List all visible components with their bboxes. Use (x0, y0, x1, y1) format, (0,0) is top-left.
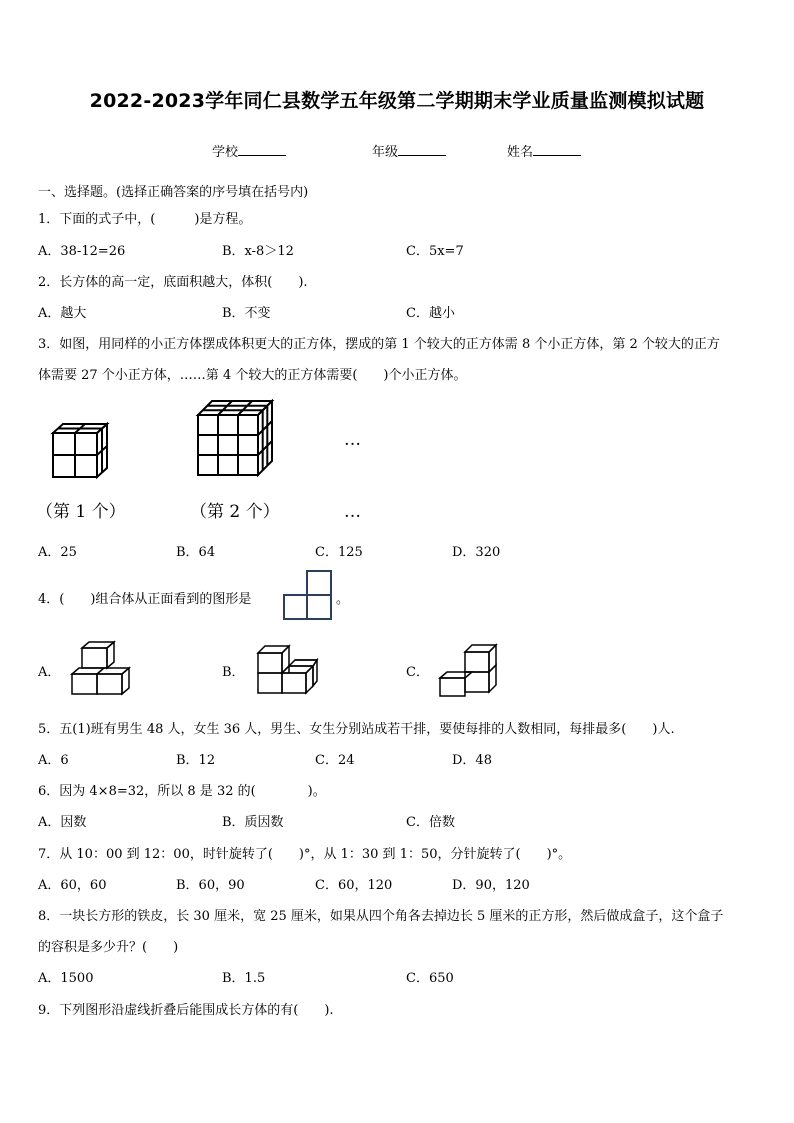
school-label: 学校 (212, 145, 239, 160)
q4-option-c-figure (437, 642, 499, 698)
q2-option-b: B．不变 (222, 306, 271, 321)
grade-blank (398, 143, 446, 156)
name-label: 姓名 (507, 145, 534, 160)
page-title: 2022-2023学年同仁县数学五年级第二学期期末学业质量监测模拟试题 (89, 90, 705, 112)
q3-option-d: D．320 (452, 545, 501, 560)
q1-option-a: A．38-12=26 (38, 244, 126, 259)
q8-option-a: A．1500 (38, 971, 94, 986)
figure-ellipsis-top: … (344, 430, 361, 450)
question-2: 2．长方体的高一定，底面积越大，体积( ). (38, 275, 308, 290)
q3-option-c: C．125 (315, 545, 363, 560)
question-8-line-1: 8．一块长方形的铁皮，长 30 厘米，宽 25 厘米，如果从四个角各去掉边长 5 厘米的正方形，然后做成盒子，这个盒子 (38, 909, 724, 924)
q5-option-d: D．48 (452, 753, 492, 768)
q7-option-a: A．60，60 (38, 878, 107, 893)
cube-3x3x3-figure (195, 398, 275, 478)
q5-option-b: B．12 (176, 753, 216, 768)
section-heading: 一、选择题。(选择正确答案的序号填在括号内) (38, 185, 309, 200)
q7-option-c: C．60，120 (315, 878, 393, 893)
figure-ellipsis-bottom: … (344, 502, 361, 522)
question-4: 4．( )组合体从正面看到的图形是 (38, 592, 252, 607)
grade-label: 年级 (372, 145, 399, 160)
q4-option-b-label: B． (222, 665, 245, 680)
question-3-line-2: 体需要 27 个小正方体，……第 4 个较大的正方体需要( )个小正方体。 (38, 368, 467, 383)
q6-option-a: A．因数 (38, 815, 87, 830)
q2-option-c: C．越小 (406, 306, 455, 321)
question-3-line-1: 3．如图，用同样的小正方体摆成体积更大的正方体，摆成的第 1 个较大的正方体需 8 个小正方体，第 2 个较大的正方 (38, 337, 720, 352)
q2-option-a: A．越大 (38, 306, 87, 321)
q3-option-b: B．64 (176, 545, 216, 560)
figure-caption-1: （第 1 个） (36, 502, 126, 522)
q8-option-c: C．650 (406, 971, 454, 986)
question-9: 9．下列图形沿虚线折叠后能围成长方体的有( ). (38, 1003, 334, 1018)
front-view-figure (283, 570, 333, 620)
question-4-period: 。 (336, 592, 350, 607)
q5-option-c: C．24 (315, 753, 355, 768)
name-blank (533, 143, 581, 156)
school-blank (238, 143, 286, 156)
q4-option-a-label: A． (38, 665, 61, 680)
figure-caption-2: （第 2 个） (190, 502, 280, 522)
question-6: 6．因为 4×8=32，所以 8 是 32 的( )。 (38, 784, 326, 799)
q7-option-d: D．90，120 (452, 878, 530, 893)
question-7: 7．从 10：00 到 12：00，时针旋转了( )°，从 1：30 到 1：50，分针旋转了( )°。 (38, 847, 572, 862)
q6-option-c: C．倍数 (406, 815, 455, 830)
q3-option-a: A．25 (38, 545, 77, 560)
q5-option-a: A．6 (38, 753, 69, 768)
q7-option-b: B．60，90 (176, 878, 245, 893)
question-8-line-2: 的容积是多少升？( ) (38, 940, 179, 955)
question-5: 5．五(1)班有男生 48 人，女生 36 人，男生、女生分别站成若干排，要使每排的人数相同，每排最多( )人. (38, 722, 675, 737)
grade-field (372, 141, 446, 160)
q4-option-c-label: C． (406, 665, 429, 680)
q8-option-b: B．1.5 (222, 971, 266, 986)
question-1: 1．下面的式子中，( )是方程。 (38, 212, 252, 227)
q1-option-c: C．5x=7 (406, 244, 464, 259)
school-field (212, 141, 286, 160)
cube-2x2x2-figure (50, 420, 110, 480)
name-field (507, 141, 581, 160)
q6-option-b: B．质因数 (222, 815, 284, 830)
q4-option-b-figure (254, 641, 320, 695)
q1-option-b: B．x-8＞12 (222, 244, 294, 259)
q4-option-a-figure (70, 640, 132, 696)
